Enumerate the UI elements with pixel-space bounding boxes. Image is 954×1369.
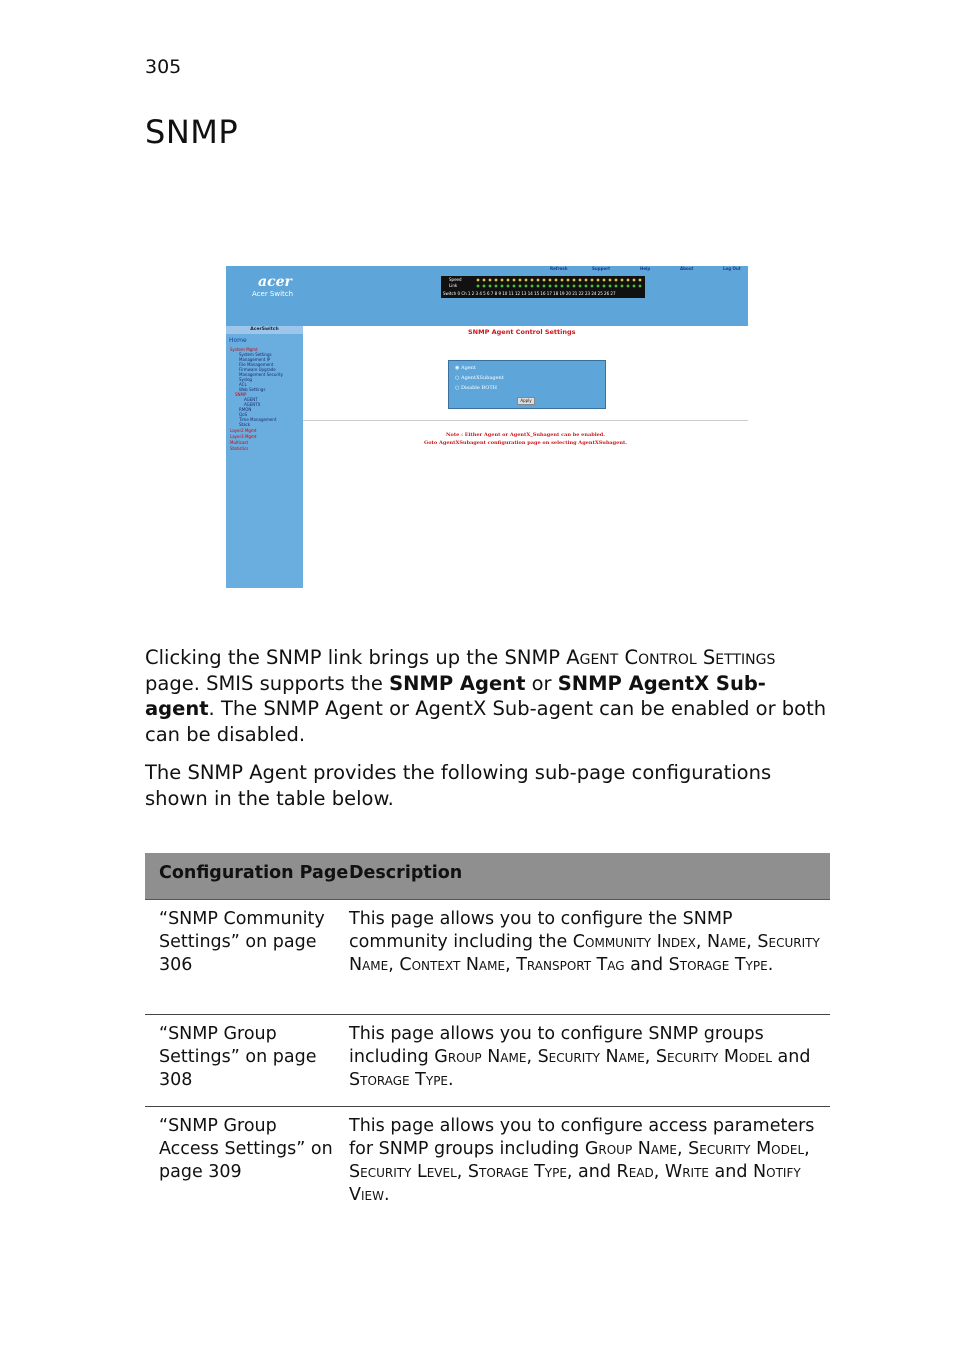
sidebar-item[interactable]: System Settings bbox=[239, 352, 272, 357]
note-line-2: Goto AgentXSubagent configuration page on selecting AgentXSubagent. bbox=[423, 440, 628, 446]
row-description bbox=[349, 908, 824, 977]
page-title: SNMP bbox=[145, 113, 239, 151]
row-description bbox=[349, 1115, 824, 1207]
field-name: Storage Type bbox=[349, 1070, 449, 1090]
sidebar-item[interactable]: Layer3 Mgmt bbox=[230, 434, 257, 439]
sidebar-title: AcerSwitch bbox=[226, 326, 303, 334]
field-name: Name bbox=[707, 932, 747, 952]
brand-logo: acer bbox=[258, 274, 292, 290]
field-name: Security Model bbox=[655, 1047, 772, 1067]
switch-header bbox=[226, 266, 748, 326]
field-name: Group Name bbox=[584, 1139, 677, 1159]
subpage-paragraph: The SNMP Agent provides the following sub-page configurations shown in the table below. bbox=[145, 761, 772, 810]
screenshot-figure bbox=[226, 266, 748, 588]
link-leds bbox=[475, 284, 643, 288]
speed-label: Speed bbox=[449, 277, 462, 282]
text: and bbox=[771, 1047, 811, 1067]
sidebar-item[interactable]: AGENT bbox=[244, 397, 258, 402]
text: , bbox=[388, 955, 400, 975]
text: . bbox=[767, 955, 774, 975]
row-description bbox=[349, 1023, 824, 1092]
content-title: SNMP Agent Control Settings bbox=[468, 328, 576, 336]
nav-help[interactable]: Help bbox=[640, 266, 651, 271]
sidebar-item[interactable]: AGENTX bbox=[244, 402, 261, 407]
config-page-link[interactable]: “SNMP Group Settings” on page 308 bbox=[159, 1024, 317, 1090]
speed-leds bbox=[475, 278, 643, 282]
page-number: 305 bbox=[145, 56, 182, 78]
radio-agentx-label: AgentXSubagent bbox=[460, 375, 504, 381]
radio-agent-label: Agent bbox=[460, 365, 476, 371]
field-name: Write bbox=[664, 1162, 709, 1182]
field-name: Read bbox=[616, 1162, 654, 1182]
sidebar-item[interactable]: Statistics bbox=[230, 446, 249, 451]
header-config-page: Configuration Page bbox=[159, 863, 349, 883]
nav-refresh[interactable]: Refresh bbox=[550, 266, 568, 271]
field-name: Transport Tag bbox=[516, 955, 625, 975]
text: , bbox=[746, 932, 758, 952]
text: , bbox=[526, 1047, 538, 1067]
intro-paragraph bbox=[145, 645, 835, 747]
config-table bbox=[145, 853, 830, 1219]
field-name: Notify View bbox=[349, 1162, 801, 1205]
text: This page allows you to configure SNMP groups including bbox=[349, 1024, 764, 1067]
term: SNMP Agent bbox=[389, 671, 526, 695]
sidebar-item[interactable]: Multicast bbox=[230, 440, 249, 445]
field-name: Security Name bbox=[537, 1047, 645, 1067]
text: , bbox=[676, 1139, 689, 1159]
sidebar-item[interactable]: File Management bbox=[239, 362, 274, 367]
text: or bbox=[525, 671, 558, 695]
field-name: Context Name bbox=[399, 955, 506, 975]
field-name: Group Name bbox=[434, 1047, 527, 1067]
sidebar-item[interactable]: ACL bbox=[239, 382, 247, 387]
radio-agent[interactable]: ◉ Agent bbox=[455, 365, 476, 371]
text: Clicking the SNMP link brings up the SNMP bbox=[145, 646, 567, 669]
term: SNMP AgentX Sub-agent bbox=[145, 671, 766, 720]
text: . The SNMP Agent or AgentX Sub-agent can be enabled or both can be disabled. bbox=[145, 697, 827, 746]
sidebar-item[interactable]: QoS bbox=[239, 412, 248, 417]
apply-button[interactable]: Apply bbox=[517, 397, 535, 405]
text: This page allows you to configure the SNMP community including the bbox=[349, 909, 733, 952]
field-name: Security Model bbox=[688, 1139, 805, 1159]
field-name: Storage Type bbox=[668, 955, 768, 975]
text: , bbox=[644, 1047, 656, 1067]
nav-about[interactable]: About bbox=[680, 266, 694, 271]
sidebar-item[interactable]: Firmware Upgrade bbox=[239, 367, 276, 372]
sidebar-item[interactable]: Web Settings bbox=[239, 387, 266, 392]
text: and bbox=[624, 955, 669, 975]
sidebar-item[interactable]: Management IP bbox=[239, 357, 271, 362]
sidebar-item[interactable]: RMON bbox=[239, 407, 252, 412]
header-description: Description bbox=[349, 863, 463, 883]
sidebar-item[interactable]: Stack bbox=[239, 422, 251, 427]
radio-agentx[interactable]: ○ AgentXSubagent bbox=[455, 375, 504, 381]
sidebar-item-snmp[interactable]: SNMP bbox=[235, 392, 247, 397]
sidebar-item[interactable]: Layer2 Mgmt bbox=[230, 428, 257, 433]
port-numbers: Switch 0 Ch 1 2 3 4 5 6 7 8 9 10 11 12 13 14 15 16 17 18 19 20 21 22 23 24 25 26 27 bbox=[443, 291, 616, 296]
sidebar-home-link[interactable]: Home bbox=[229, 337, 247, 344]
nav-support[interactable]: Support bbox=[592, 266, 611, 271]
divider bbox=[303, 420, 748, 421]
field-name: Security Level bbox=[349, 1162, 457, 1182]
field-name: Community Index bbox=[572, 932, 696, 952]
text: , bbox=[505, 955, 517, 975]
brand-subtitle: Acer Switch bbox=[252, 290, 294, 298]
text: , bbox=[695, 932, 708, 952]
text: , bbox=[653, 1162, 665, 1182]
text: page. SMIS supports the bbox=[145, 671, 390, 695]
sidebar-item[interactable]: Syslog bbox=[239, 377, 253, 382]
sidebar-item[interactable]: Time Management bbox=[239, 417, 277, 422]
page-name: Agent Control Settings bbox=[566, 646, 776, 669]
text: , bbox=[456, 1162, 468, 1182]
text: This page allows you to configure access parameters for SNMP groups including bbox=[349, 1116, 815, 1159]
config-page-link[interactable]: “SNMP Group Access Settings” on page 309 bbox=[159, 1116, 333, 1182]
field-name: Security Name bbox=[349, 932, 820, 975]
link-label: Link bbox=[449, 283, 458, 288]
config-page-link[interactable]: “SNMP Community Settings” on page 306 bbox=[159, 909, 325, 975]
switch-sidebar bbox=[226, 326, 303, 588]
sidebar-item[interactable]: Management Security bbox=[239, 372, 284, 377]
table-row bbox=[145, 1015, 830, 1107]
radio-disable-both[interactable]: ○ Disable BOTH bbox=[455, 385, 498, 391]
table-header bbox=[145, 853, 830, 900]
note-line-1: Note : Either Agent or AgentX_Subagent can be enabled. bbox=[445, 432, 606, 438]
table-row bbox=[145, 900, 830, 1015]
text: , and bbox=[566, 1162, 617, 1182]
field-name: Storage Type bbox=[467, 1162, 567, 1182]
radio-disable-label: Disable BOTH bbox=[460, 385, 498, 391]
text: . bbox=[448, 1070, 454, 1090]
port-status-panel bbox=[441, 276, 645, 298]
text: . bbox=[383, 1185, 390, 1205]
text: and bbox=[708, 1162, 754, 1182]
table-row bbox=[145, 1107, 830, 1219]
nav-logout[interactable]: Log Out bbox=[723, 266, 741, 271]
text: , bbox=[804, 1139, 810, 1159]
agent-options-panel bbox=[448, 360, 606, 409]
sidebar-item[interactable]: System Mgmt bbox=[230, 347, 258, 352]
